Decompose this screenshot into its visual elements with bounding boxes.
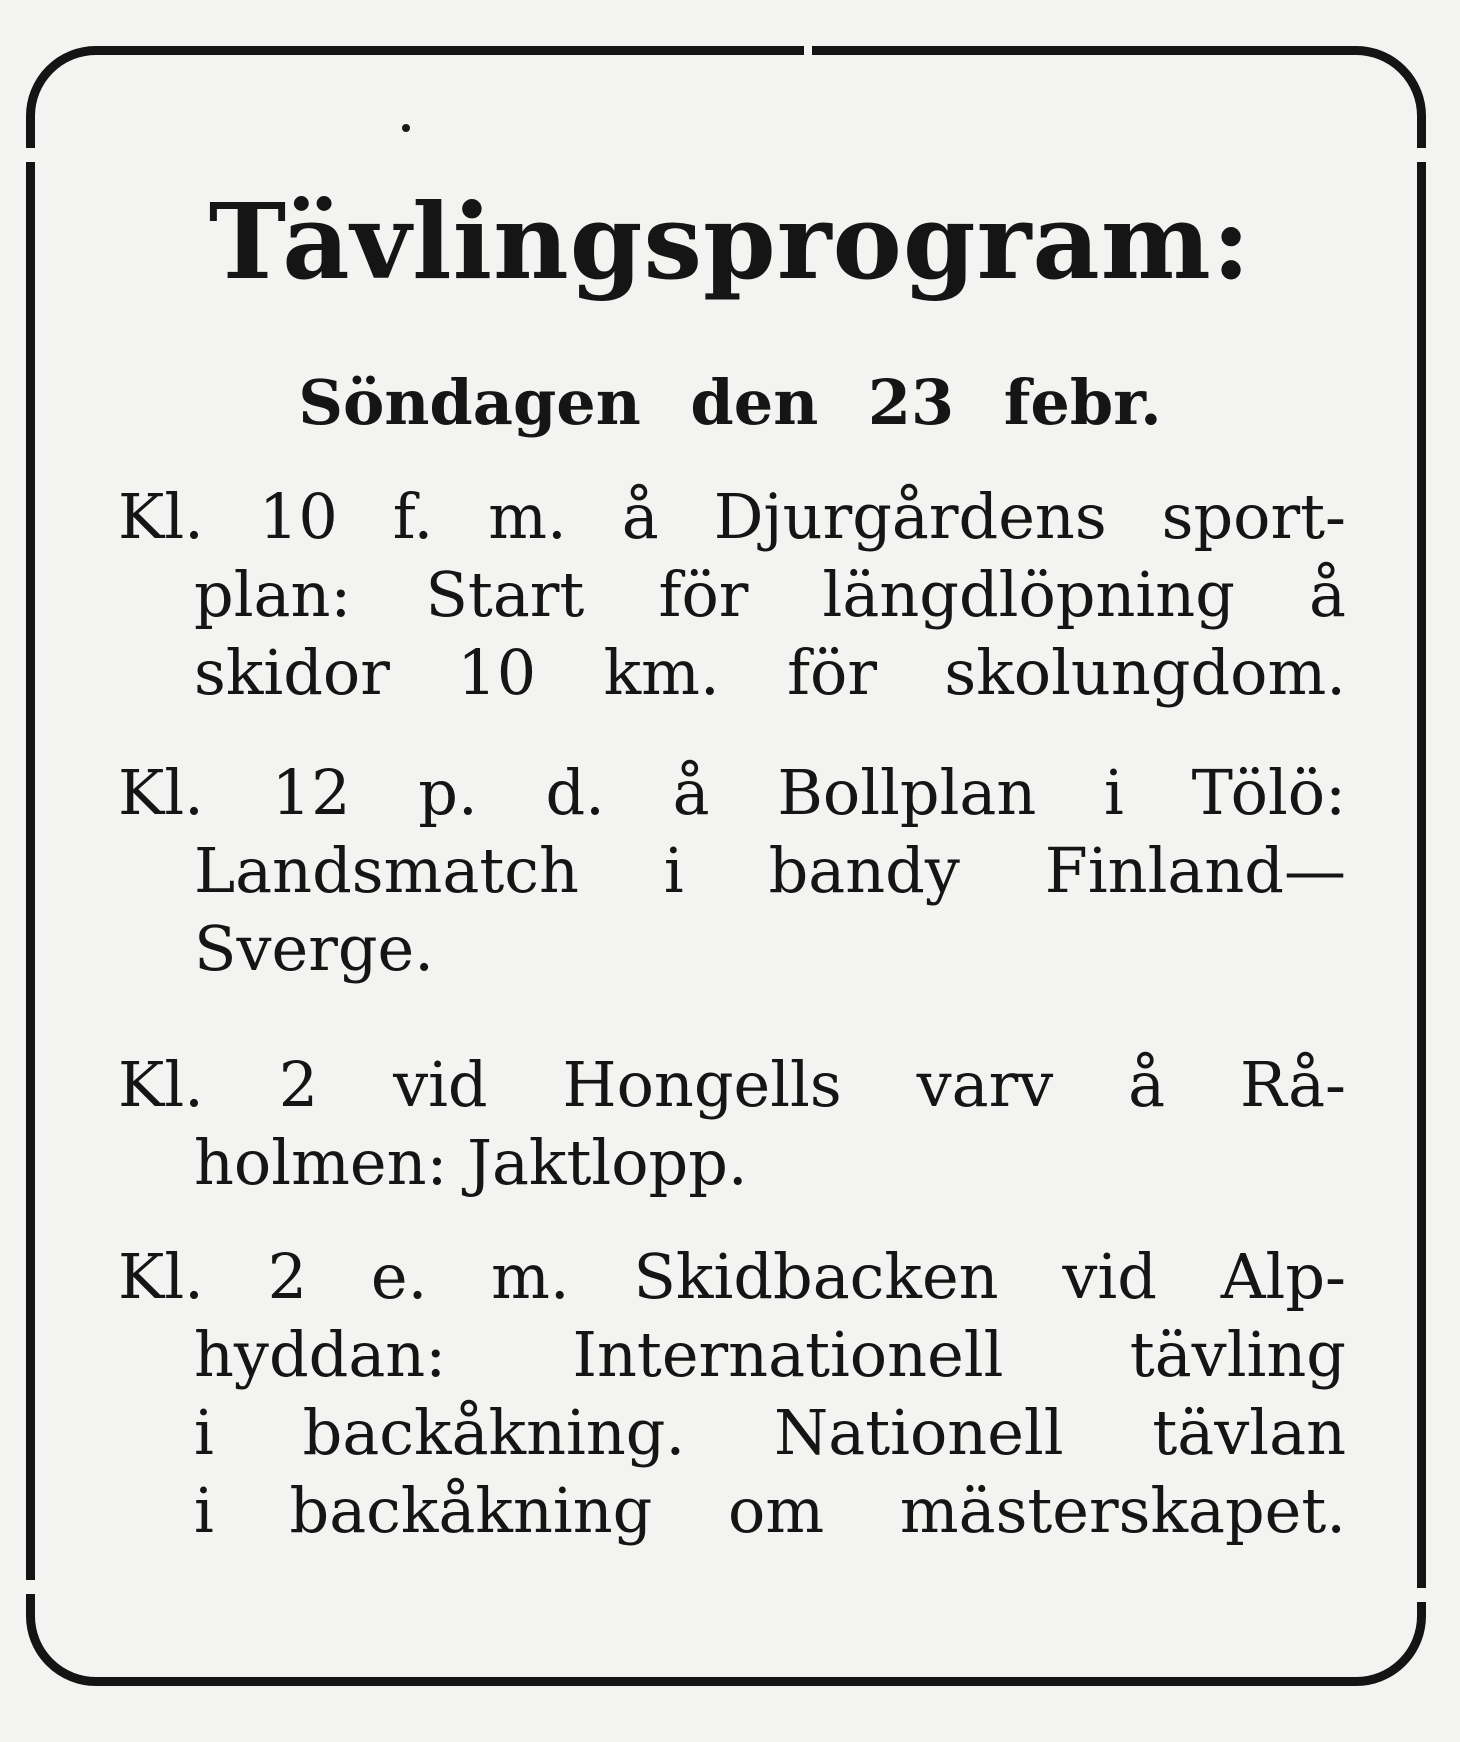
frame-gap-right-bottom bbox=[1414, 1588, 1426, 1602]
entry-line: Kl. 2 vid Hongells varv å Rå- bbox=[118, 1048, 1346, 1121]
entry-line: plan: Start för längdlöpning å bbox=[194, 558, 1346, 631]
program-entry-4 bbox=[118, 1238, 1346, 1550]
entry-line: i backåkning. Nationell tävlan bbox=[194, 1396, 1346, 1469]
frame-gap-top bbox=[804, 46, 812, 58]
entry-line: holmen: Jaktlopp. bbox=[194, 1126, 748, 1199]
entry-line: Landsmatch i bandy Finland— bbox=[194, 834, 1346, 907]
entry-line: hyddan: Internationell tävling bbox=[194, 1318, 1346, 1391]
entry-line: Kl. 12 p. d. å Bollplan i Tölö: bbox=[118, 756, 1346, 829]
frame-gap-left-bottom bbox=[26, 1580, 38, 1594]
entry-line: Kl. 2 e. m. Skidbacken vid Alp- bbox=[118, 1240, 1346, 1313]
entry-line: Kl. 10 f. m. å Djurgårdens sport- bbox=[118, 480, 1346, 553]
entry-line: i backåkning om mästerskapet. bbox=[194, 1474, 1346, 1547]
frame-gap-right-top bbox=[1414, 148, 1426, 162]
entry-line: Sverge. bbox=[194, 912, 434, 985]
program-entry-3 bbox=[118, 1046, 1346, 1202]
frame-gap-left-top bbox=[26, 148, 38, 162]
notice-title: Tävlingsprogram: bbox=[208, 180, 1252, 303]
program-entry-1 bbox=[118, 478, 1346, 712]
entry-line: skidor 10 km. för skolungdom. bbox=[194, 636, 1346, 709]
ink-speck bbox=[402, 124, 410, 132]
notice-date: Söndagen den 23 febr. bbox=[298, 366, 1162, 439]
program-entry-2 bbox=[118, 754, 1346, 988]
